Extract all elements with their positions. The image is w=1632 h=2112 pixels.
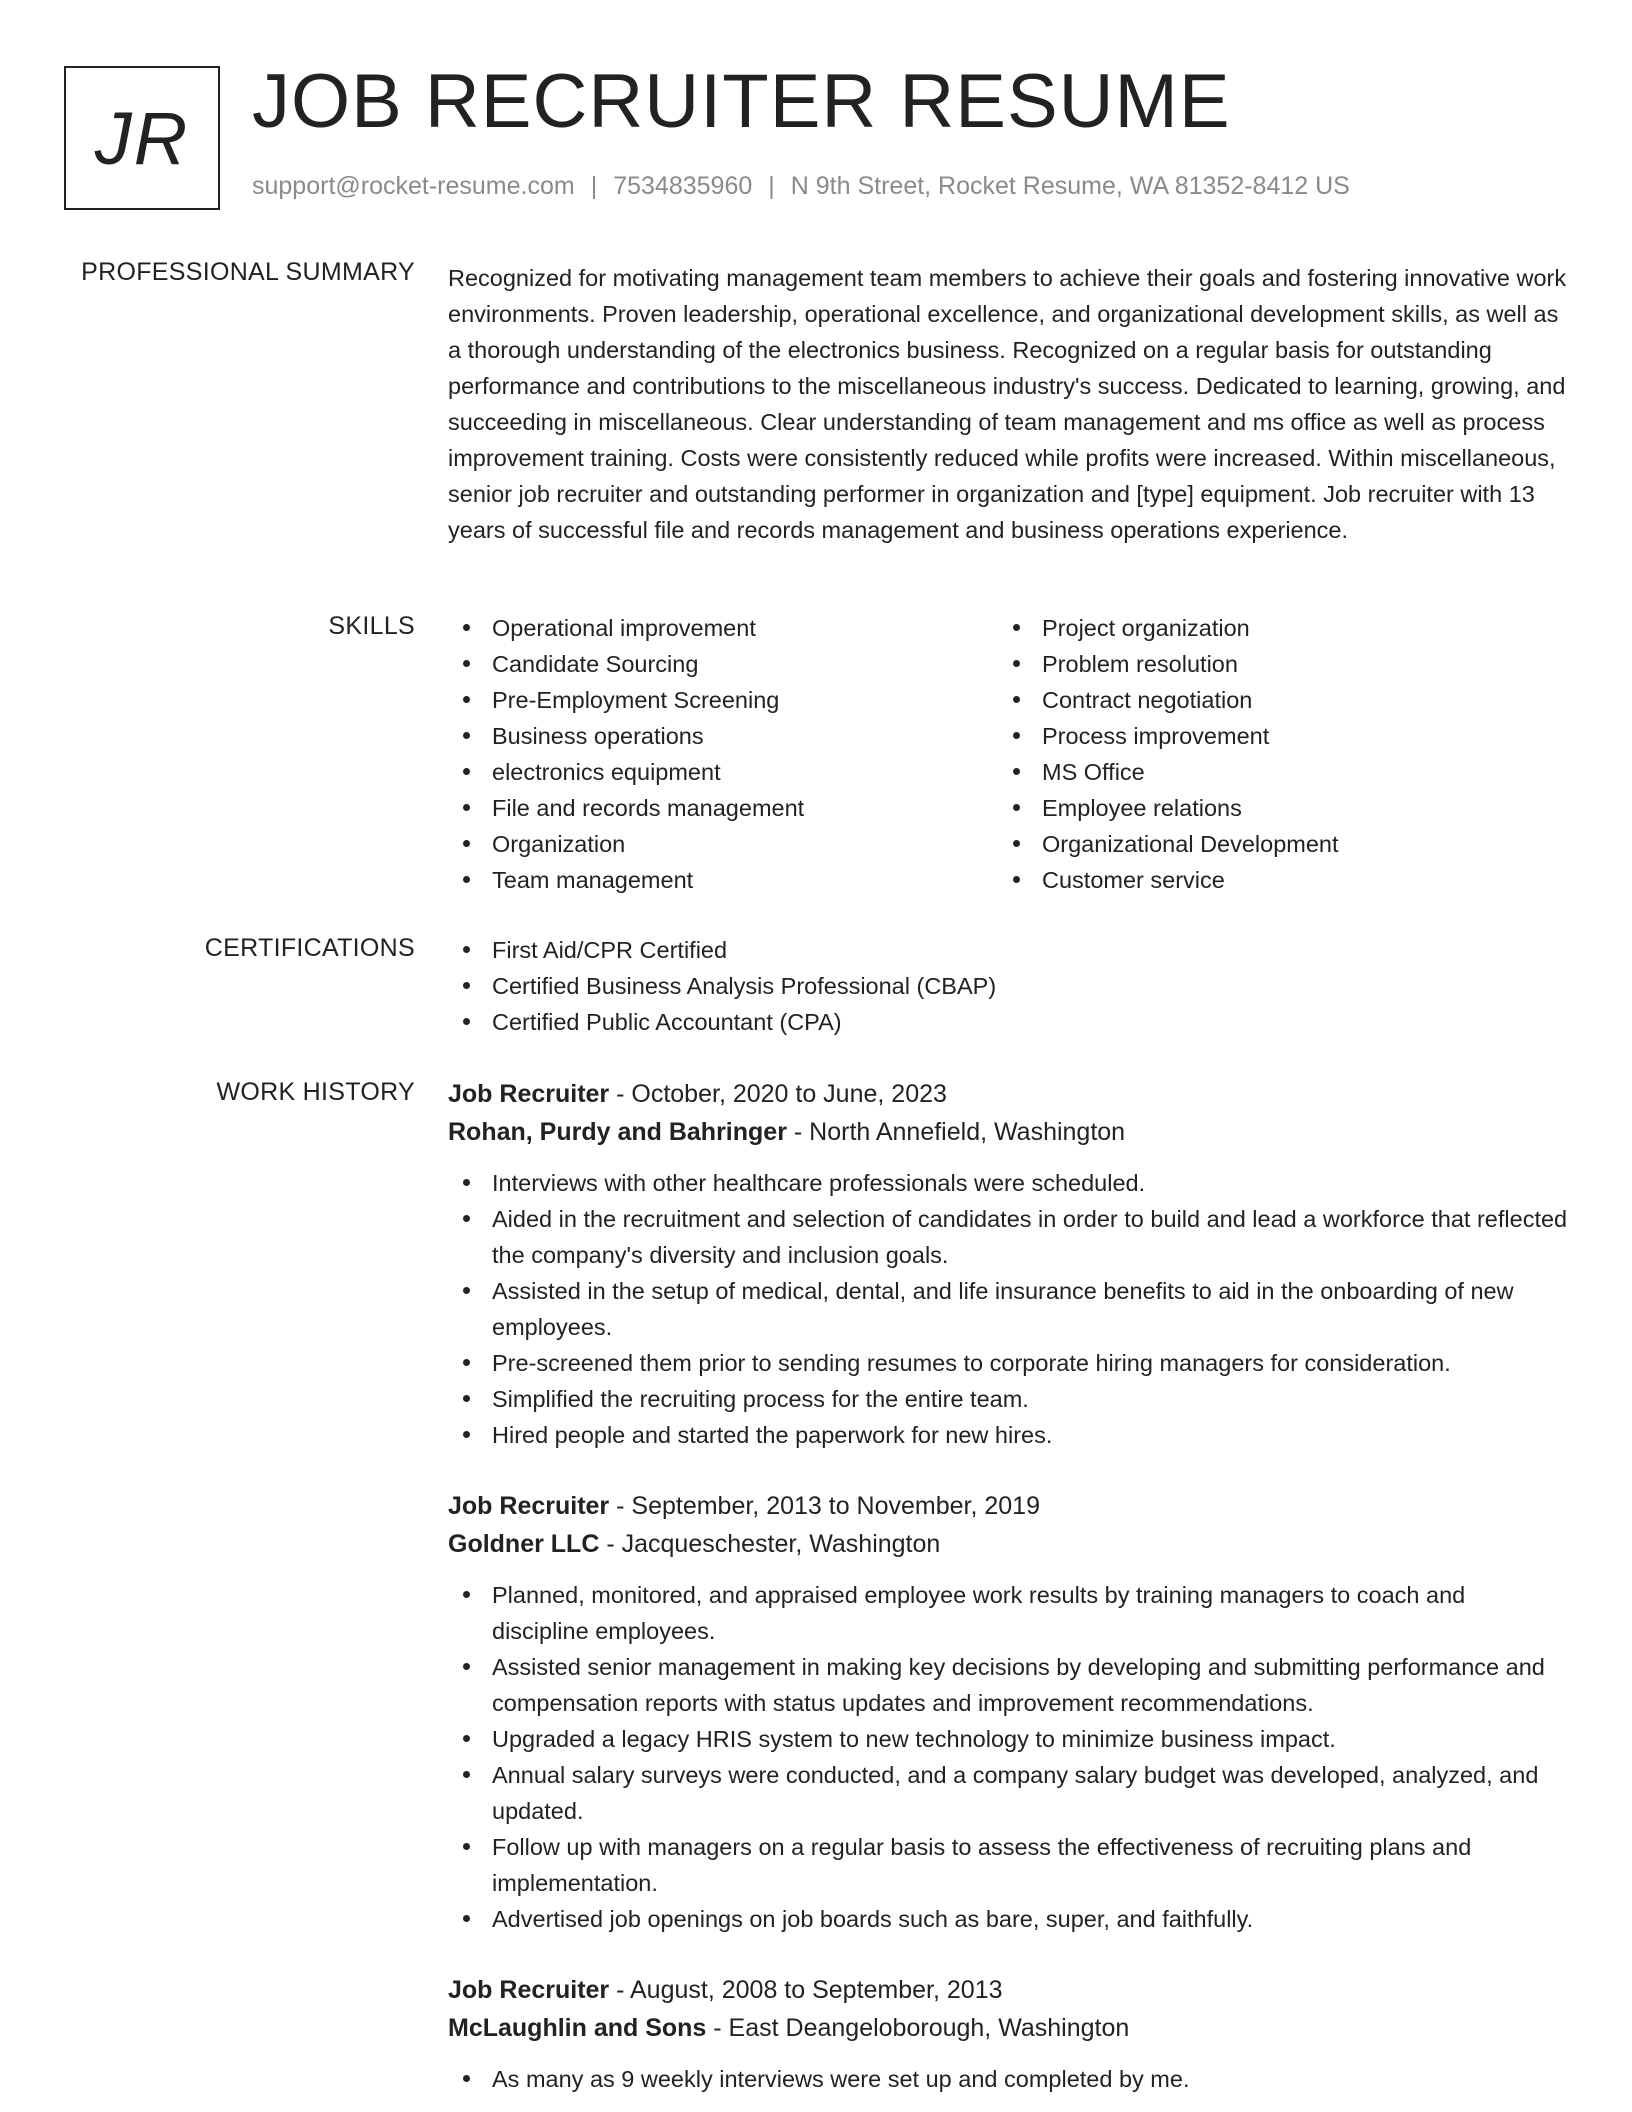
skills-list-right [998,610,1548,898]
resume-title: JOB RECRUITER RESUME [252,59,1231,144]
skills-heading: SKILLS [328,612,415,640]
job-location: - East Deangeloborough, Washington [706,2014,1130,2042]
work-history-heading: WORK HISTORY [216,1078,415,1106]
skill-item: Problem resolution [998,646,1548,682]
contact-line [252,172,1350,201]
skill-item: Organization [448,826,998,862]
skill-item: Candidate Sourcing [448,646,998,682]
job-title-line [448,1075,1568,1113]
skill-item: Team management [448,862,998,898]
job-duties [448,1577,1568,1937]
job-duty: Planned, monitored, and appraised employee work results by training managers to coach and discipline employees. [448,1577,1568,1649]
skill-item: Business operations [448,718,998,754]
skill-item: Operational improvement [448,610,998,646]
job-duty: Simplified the recruiting process for the entire team. [448,1381,1568,1417]
job-location: - Jacqueschester, Washington [599,1530,941,1558]
certification-item: Certified Business Analysis Professional (CBAP) [448,968,1568,1004]
contact-phone[interactable]: 7534835960 [613,172,753,200]
job-entry [448,1971,1568,2097]
certifications-body [448,932,1568,1040]
job-duty: Upgraded a legacy HRIS system to new technology to minimize business impact. [448,1721,1568,1757]
job-location: - North Annefield, Washington [786,1118,1126,1146]
job-company-line [448,1525,1568,1563]
skill-item: MS Office [998,754,1548,790]
skill-item: File and records management [448,790,998,826]
job-duties [448,1165,1568,1453]
summary-text: Recognized for motivating management team members to achieve their goals and fostering innovative work environments. Proven leadership, operational excellence, and organizational development skills, as well as a thorough understanding of the electronics business. Recognized on a regular basis for outstanding performance and contributions to the miscellaneous industry's success. Dedicated to learning, growing, and succeeding in miscellaneous. Clear understanding of team management and ms office as well as process improvement training. Costs were consistently reduced while profits were increased. Within miscellaneous, senior job recruiter and outstanding performer in organization and [type] equipment. Job recruiter with 13 years of successful file and records management and business operations experience. [448,265,1567,543]
contact-email[interactable]: support@rocket-resume.com [252,172,575,200]
job-title: Job Recruiter [448,1976,610,2004]
contact-separator: | [590,172,598,200]
job-dates: - September, 2013 to November, 2019 [609,1492,1040,1520]
job-title: Job Recruiter [448,1080,610,1108]
certification-item: Certified Public Accountant (CPA) [448,1004,1568,1040]
job-title-line [448,1487,1568,1525]
job-duty: Follow up with managers on a regular basis to assess the effectiveness of recruiting plans and implementation. [448,1829,1568,1901]
job-duty: Pre-screened them prior to sending resumes to corporate hiring managers for consideration. [448,1345,1568,1381]
skills-list-left [448,610,998,898]
job-duty: Aided in the recruitment and selection of candidates in order to build and lead a workforce that reflected the company's diversity and inclusion goals. [448,1201,1568,1273]
job-entry [448,1075,1568,1453]
monogram-initials: JR [94,96,190,180]
skill-item: Organizational Development [998,826,1548,862]
job-company: McLaughlin and Sons [448,2014,707,2042]
job-duty: As many as 9 weekly interviews were set up and completed by me. [448,2061,1568,2097]
job-duty: Hired people and started the paperwork for new hires. [448,1417,1568,1453]
job-duty: Interviews with other healthcare professionals were scheduled. [448,1165,1568,1201]
skill-item: Contract negotiation [998,682,1548,718]
summary-heading: PROFESSIONAL SUMMARY [81,258,415,286]
skill-item: electronics equipment [448,754,998,790]
certifications-list [448,932,1568,1040]
job-company-line [448,2009,1568,2047]
job-entry [448,1487,1568,1937]
certification-item: First Aid/CPR Certified [448,932,1568,968]
skill-item: Customer service [998,862,1548,898]
job-title: Job Recruiter [448,1492,610,1520]
job-duty: Assisted in the setup of medical, dental, and life insurance benefits to aid in the onboarding of new employees. [448,1273,1568,1345]
job-duty: Annual salary surveys were conducted, and a company salary budget was developed, analyzed, and updated. [448,1757,1568,1829]
job-company: Rohan, Purdy and Bahringer [448,1118,787,1146]
job-dates: - August, 2008 to September, 2013 [609,1976,1003,2004]
job-dates: - October, 2020 to June, 2023 [609,1080,947,1108]
skill-item: Employee relations [998,790,1548,826]
certifications-heading: CERTIFICATIONS [204,934,415,962]
job-company: Goldner LLC [448,1530,600,1558]
job-duty: Advertised job openings on job boards such as bare, super, and faithfully. [448,1901,1568,1937]
skill-item: Process improvement [998,718,1548,754]
job-duties [448,2061,1568,2097]
skill-item: Project organization [998,610,1548,646]
monogram-box [64,66,220,210]
contact-address: N 9th Street, Rocket Resume, WA 81352-8412 US [790,172,1350,200]
job-duty: Assisted senior management in making key decisions by developing and submitting performance and compensation reports with status updates and improvement recommendations. [448,1649,1568,1721]
job-title-line [448,1971,1568,2009]
skill-item: Pre-Employment Screening [448,682,998,718]
skills-body [448,610,1568,898]
contact-separator: | [768,172,775,200]
job-company-line [448,1113,1568,1151]
work-history-body [448,1075,1568,2112]
